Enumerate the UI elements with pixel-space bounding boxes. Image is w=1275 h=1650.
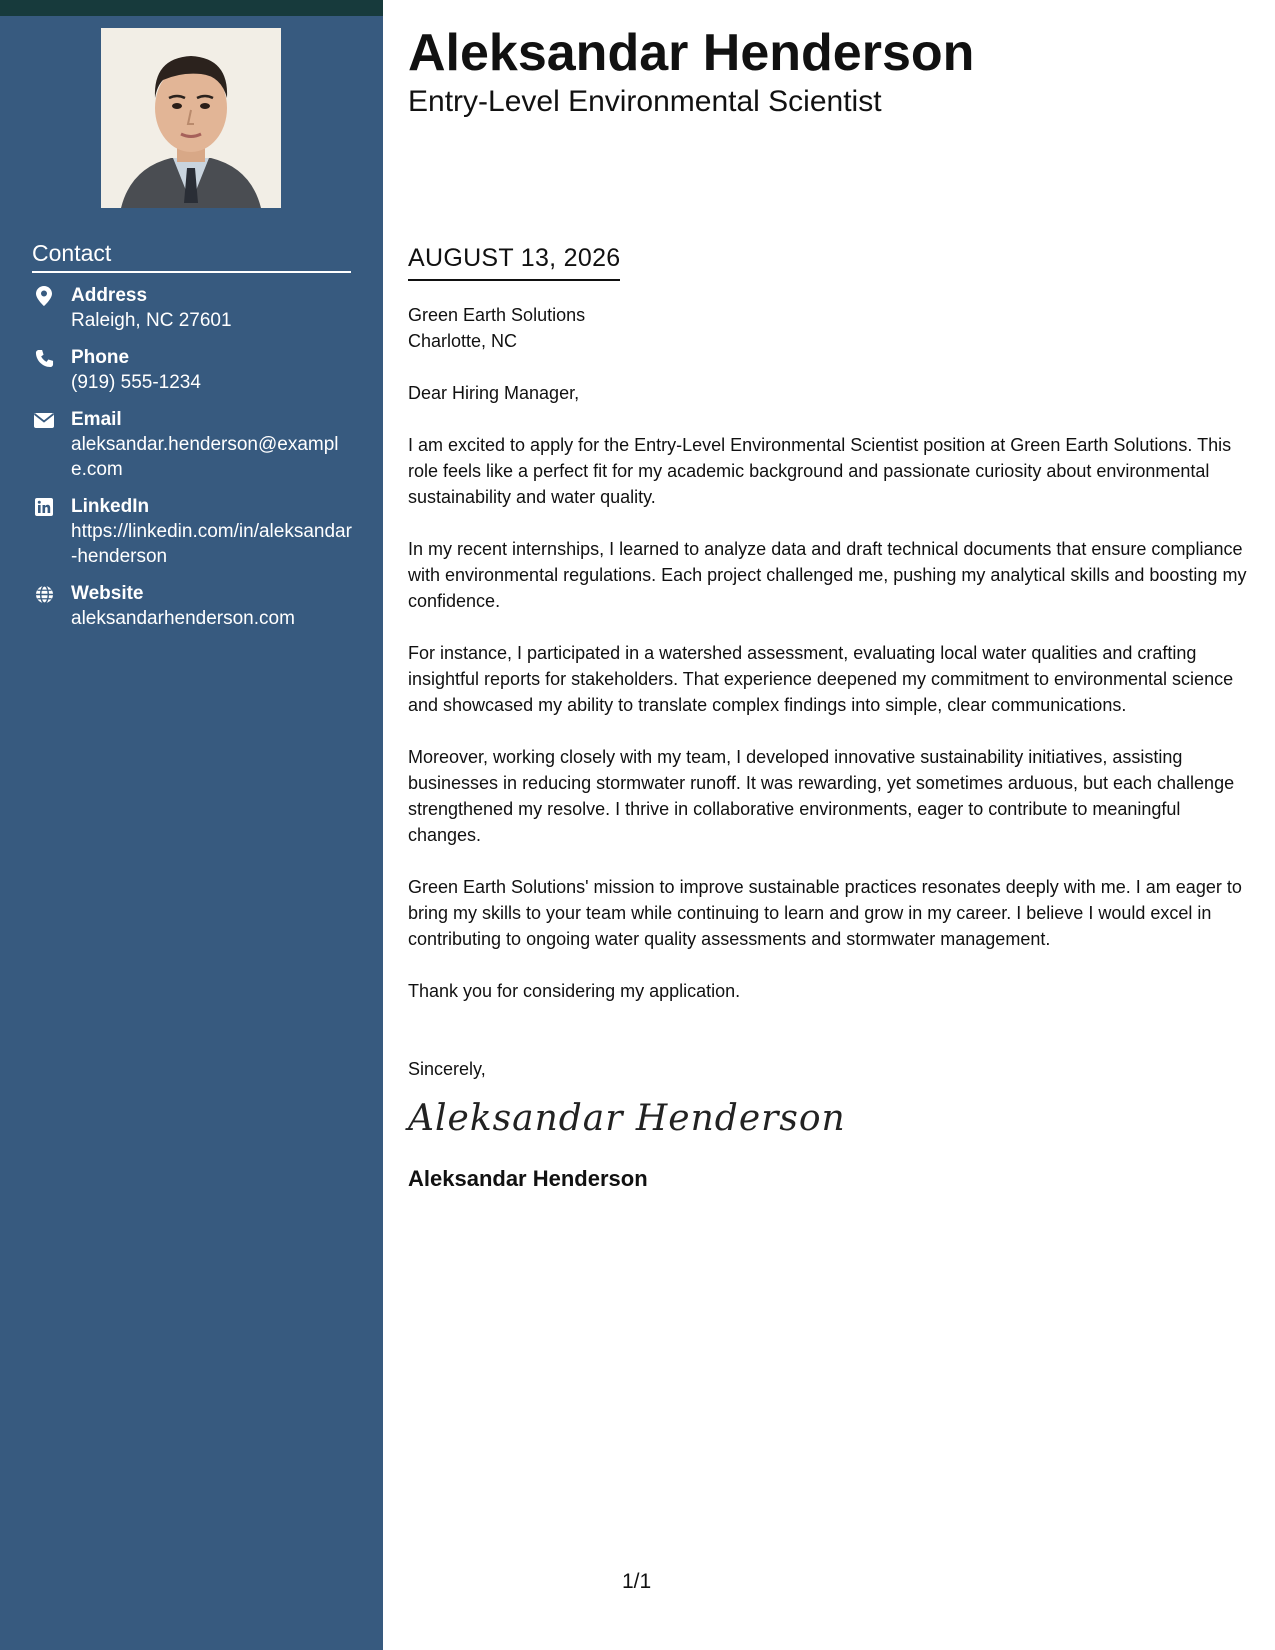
letter-paragraph: Green Earth Solutions' mission to improve sustainable practices resonates deeply with me. I am eager to bring my skills to your team while continuing to learn and grow in my career. I believe I would excel in contributing to ongoing water quality assessments and stormwater management. [408,877,1242,949]
phone-icon [34,348,54,368]
sidebar-top-bar [0,0,383,16]
letter-paragraph: Moreover, working closely with my team, I developed innovative sustainability initiatives, assisting businesses in reducing stormwater runoff. It was rewarding, yet sometimes arduous, but each challenge strengthened my resolve. I thrive in collaborative environments, eager to contribute to meaningful changes. [408,747,1235,845]
letter-paragraph: For instance, I participated in a watershed assessment, evaluating local water qualities and crafting insightful reports for stakeholders. That experience deepened my commitment to environmental science and showcased my ability to translate complex findings into simple, clear communications. [408,643,1234,715]
email-value[interactable]: aleksandar.henderson@example.com [71,434,339,480]
applicant-name: Aleksandar Henderson [408,24,975,82]
contact-item-phone [32,345,352,395]
contact-label: Website [71,583,144,604]
contact-label: Email [71,409,122,430]
contact-heading: Contact [32,240,351,273]
website-value[interactable]: aleksandarhenderson.com [71,608,295,629]
envelope-icon [34,410,54,430]
contact-label: LinkedIn [71,496,150,517]
contact-label: Phone [71,347,130,368]
linkedin-value[interactable]: https://linkedin.com/in/aleksandar-henderson [71,521,352,567]
letter-date: AUGUST 13, 2026 [408,244,620,281]
letter-paragraph: Thank you for considering my application. [408,981,741,1001]
salutation: Dear Hiring Manager, [408,383,580,403]
contact-label: Address [71,285,148,306]
job-title: Entry-Level Environmental Scientist [408,85,882,118]
linkedin-icon [34,497,54,517]
phone-value: (919) 555-1234 [71,372,201,393]
signed-name: Aleksandar Henderson [408,1166,648,1191]
page-number: 1/1 [622,1570,652,1593]
sidebar [0,0,383,1650]
map-pin-icon [34,286,54,306]
signature: Aleksandar Henderson [408,1098,846,1139]
letter-paragraph: In my recent internships, I learned to analyze data and draft technical documents that ensure compliance with environmental regulations. Each project challenged me, pushing my analytical skills and boosting my confidence. [408,539,1247,611]
contact-item-linkedin [32,494,352,569]
profile-photo [101,28,281,208]
contact-item-address [32,283,352,333]
recipient-block [408,302,1253,354]
contact-item-website [32,581,352,631]
contact-list [32,283,352,643]
globe-icon [34,584,54,604]
recipient-company: Green Earth Solutions [408,305,586,325]
recipient-location: Charlotte, NC [408,331,518,351]
signoff: Sincerely, [408,1059,486,1079]
letter-main [408,22,1253,1191]
address-value: Raleigh, NC 27601 [71,310,232,331]
letter-paragraph: I am excited to apply for the Entry-Level Environmental Scientist position at Green Earth Solutions. This role feels like a perfect fit for my academic background and passionate curiosity about environmental sustainability and water quality. [408,435,1232,507]
contact-item-email [32,407,352,482]
letter-body [408,302,1253,1192]
